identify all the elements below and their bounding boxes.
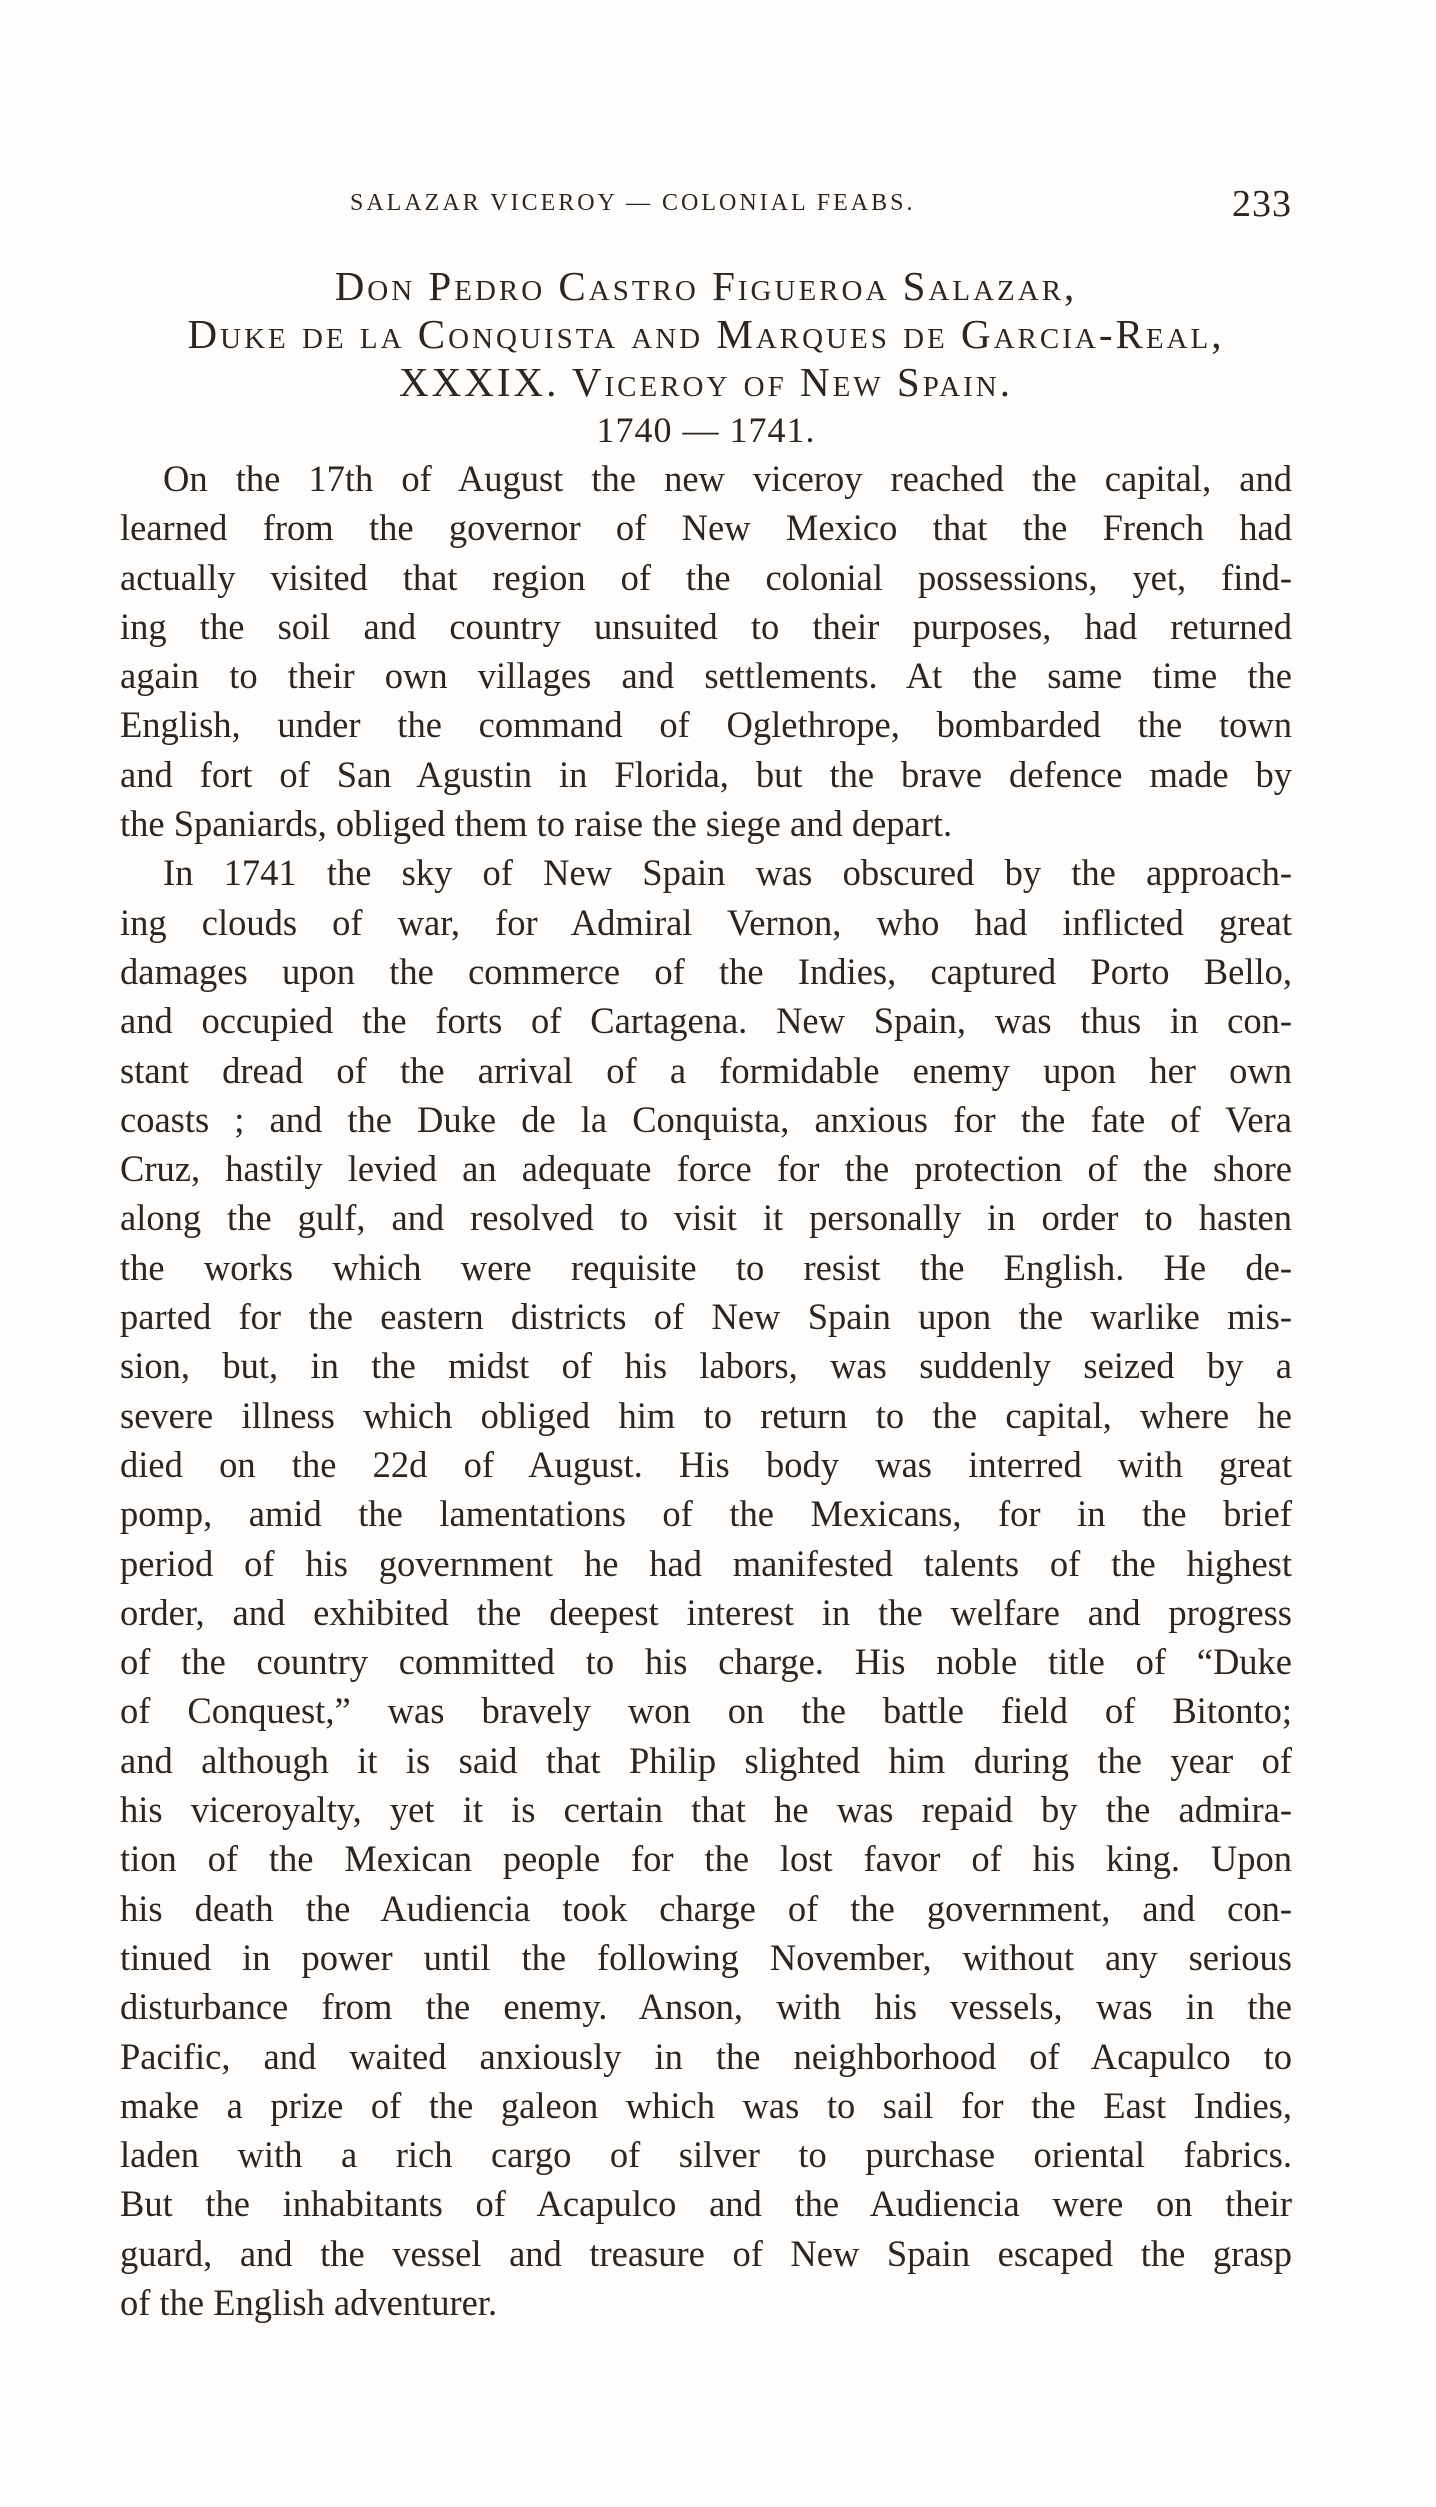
text-line: guard, and the vessel and treasure of New Spain escaped the grasp <box>120 2232 1292 2274</box>
text-line: his death the Audiencia took charge of the government, and con- <box>120 1887 1292 1929</box>
text-line: ing clouds of war, for Admiral Vernon, who had inflicted great <box>120 901 1292 943</box>
text-line: make a prize of the galeon which was to sail for the East Indies, <box>120 2084 1292 2126</box>
text-line: his viceroyalty, yet it is certain that he was repaid by the admira- <box>120 1789 1292 1831</box>
text-line: of the country committed to his charge. His noble title of “Duke <box>120 1641 1292 1683</box>
text-line: died on the 22d of August. His body was interred with great <box>120 1443 1292 1485</box>
text-line: sion, but, in the midst of his labors, was suddenly seized by a <box>120 1345 1292 1387</box>
text-line: disturbance from the enemy. Anson, with his vessels, was in the <box>120 1986 1292 2028</box>
text-line: English, under the command of Oglethrope, bombarded the town <box>120 704 1292 746</box>
text-line: along the gulf, and resolved to visit it personally in order to hasten <box>120 1197 1292 1239</box>
text-line: Pacific, and waited anxiously in the neighborhood of Acapulco to <box>120 2035 1292 2077</box>
text-line: But the inhabitants of Acapulco and the Audiencia were on their <box>120 2183 1292 2225</box>
text-line: the Spaniards, obliged them to raise the siege and depart. <box>120 803 953 845</box>
heading-line-dates: 1740 — 1741. <box>596 410 816 450</box>
text-line: and although it is said that Philip slighted him during the year of <box>120 1739 1292 1781</box>
text-line: of the English adventurer. <box>120 2281 498 2323</box>
text-line: period of his government he had manifested talents of the highest <box>120 1542 1292 1584</box>
text-line: and occupied the forts of Cartagena. New Spain, was thus in con- <box>120 1000 1292 1042</box>
paragraph <box>120 848 1292 2327</box>
text-line: damages upon the commerce of the Indies, captured Porto Bello, <box>120 950 1292 992</box>
text-line: of Conquest,” was bravely won on the battle field of Bitonto; <box>120 1690 1292 1732</box>
paragraph <box>120 454 1292 848</box>
text-line: again to their own villages and settlements. At the same time the <box>120 655 1292 697</box>
body-text <box>120 454 1292 2327</box>
text-line: order, and exhibited the deepest interest in the welfare and progress <box>120 1591 1292 1633</box>
page-number: 233 <box>1232 183 1292 225</box>
text-line: pomp, amid the lamentations of the Mexicans, for in the brief <box>120 1493 1292 1535</box>
heading-line-name: Don Pedro Castro Figueroa Salazar, <box>334 263 1078 309</box>
text-line: the works which were requisite to resist the English. He de- <box>120 1246 1292 1288</box>
text-line: parted for the eastern districts of New Spain upon the warlike mis- <box>120 1296 1292 1338</box>
text-line: tinued in power until the following November, without any serious <box>120 1936 1292 1978</box>
text-line: laden with a rich cargo of silver to purchase oriental fabrics. <box>120 2134 1292 2176</box>
text-line: tion of the Mexican people for the lost favor of his king. Upon <box>120 1838 1292 1880</box>
text-line: stant dread of the arrival of a formidable enemy upon her own <box>120 1049 1292 1091</box>
text-line: learned from the governor of New Mexico that the French had <box>120 507 1292 549</box>
running-head <box>120 182 1292 232</box>
text-line: coasts ; and the Duke de la Conquista, anxious for the fate of Vera <box>120 1098 1292 1140</box>
text-line: and fort of San Agustin in Florida, but the brave defence made by <box>120 753 1292 795</box>
text-line: actually visited that region of the colonial possessions, yet, find- <box>120 556 1292 598</box>
text-line: severe illness which obliged him to return to the capital, where he <box>120 1394 1292 1436</box>
heading-line-titles: Duke de la Conquista and Marques de Garcia-Real, <box>187 311 1225 357</box>
text-line: ing the soil and country unsuited to their purposes, had returned <box>120 605 1292 647</box>
heading-line-viceroy: XXXIX. Viceroy of New Spain. <box>399 359 1013 405</box>
text-line: In 1741 the sky of New Spain was obscured by the approach- <box>163 852 1292 894</box>
text-line: Cruz, hastily levied an adequate force for the protection of the shore <box>120 1148 1292 1190</box>
running-title: SALAZAR VICEROY — COLONIAL FEABS. <box>350 190 916 216</box>
text-line: On the 17th of August the new viceroy reached the capital, and <box>163 458 1292 499</box>
